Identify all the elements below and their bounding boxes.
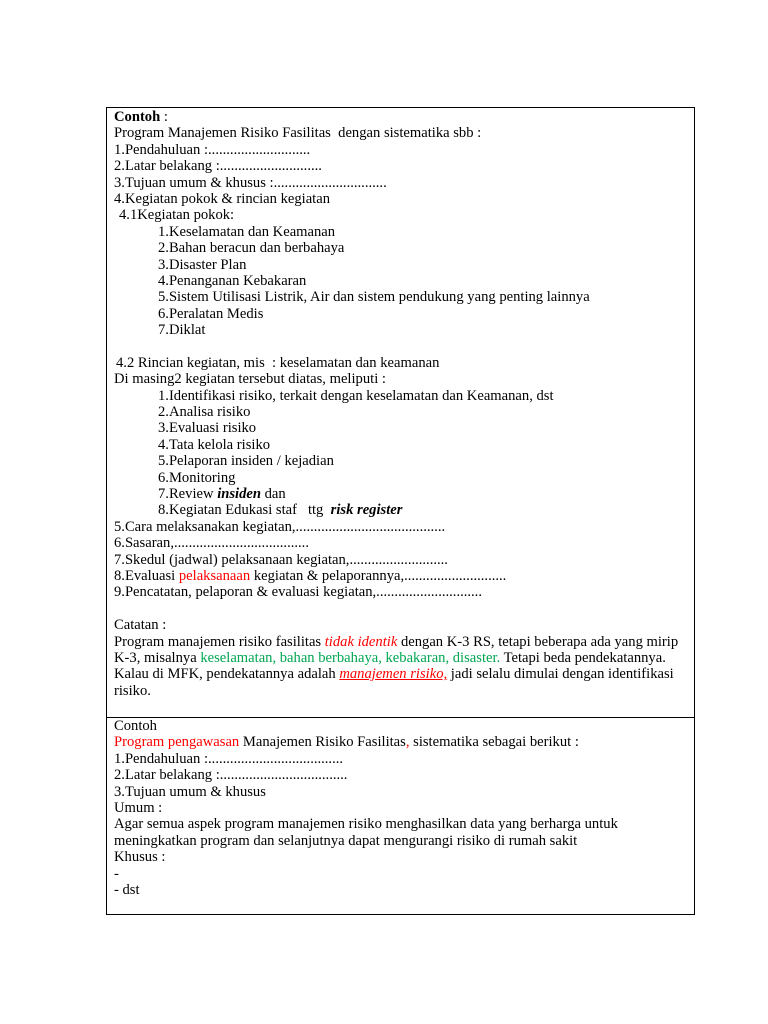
khusus-label: Khusus : — [114, 849, 166, 866]
list-item: 2.Bahan beracun dan berbahaya — [158, 240, 345, 257]
list-item: 2.Analisa risiko — [158, 404, 251, 421]
list-item: 7.Review insiden dan — [158, 485, 286, 502]
intro-line: Program pengawasan Manajemen Risiko Fasilitas, sistematika sebagai berikut : — [114, 734, 579, 751]
umum-label: Umum : — [114, 799, 163, 816]
example-box-1 — [106, 107, 695, 718]
list-item: - dst — [114, 881, 140, 898]
note-paragraph: Program manajemen risiko fasilitas tidak identik dengan K-3 RS, tetapi beberapa ada yang mirip K-3, misalnya keselamatan, bahan berbahaya, kebakaran, disaster. Tetapi beda pendekatannya. Kalau di MFK, pendekatannya adalah manajemen risiko, jadi selalu dimulai dengan identifikasi risiko. — [114, 633, 679, 699]
contoh-heading: Contoh : — [114, 109, 168, 125]
subsection-title: 4.2 Rincian kegiatan, mis : keselamatan dan keamanan — [116, 354, 440, 371]
list-item: 3.Evaluasi risiko — [158, 420, 257, 437]
list-item: 3.Tujuan umum & khusus — [114, 783, 266, 800]
intro-line: Di masing2 kegiatan tersebut diatas, meliputi : — [114, 371, 386, 388]
list-item: 1.Identifikasi risiko, terkait dengan keselamatan dan Keamanan, dst — [158, 387, 554, 404]
list-item: 6.Peralatan Medis — [158, 305, 264, 322]
list-item: 4.Penanganan Kebakaran — [158, 272, 307, 289]
list-item: 8.Evaluasi pelaksanaan kegiatan & pelaporannya,............................ — [114, 567, 507, 584]
list-item: 1.Pendahuluan :............................ — [114, 141, 311, 158]
subsection-title: 4.1Kegiatan pokok: — [119, 207, 235, 224]
list-item: 3.Disaster Plan — [158, 256, 247, 273]
list-item: - — [114, 865, 119, 882]
list-item: 7.Skedul (jadwal) pelaksanaan kegiatan,........................... — [114, 551, 448, 568]
list-item: 3.Tujuan umum & khusus :............................... — [114, 174, 387, 191]
list-item: 8.Kegiatan Edukasi staf ttg risk register — [158, 502, 403, 519]
list-item: 6.Sasaran,..................................... — [114, 535, 309, 552]
list-item: 2.Latar belakang :............................ — [114, 158, 322, 175]
spacer — [114, 338, 694, 354]
list-item: 1.Keselamatan dan Keamanan — [158, 223, 336, 240]
example-box-2 — [106, 717, 695, 915]
list-item: 9.Pencatatan, pelaporan & evaluasi kegiatan,............................. — [114, 584, 482, 601]
list-item: 2.Latar belakang :................................... — [114, 767, 348, 784]
list-item: 5.Pelaporan insiden / kejadian — [158, 453, 334, 470]
intro-line: Program Manajemen Risiko Fasilitas dengan sistematika sbb : — [114, 125, 482, 142]
spacer — [114, 601, 694, 617]
umum-paragraph: Agar semua aspek program manajemen risiko menghasilkan data yang berharga untuk meningkatkan program dan selanjutnya dapat mengurangi risiko di rumah sakit — [114, 816, 618, 849]
list-item: 1.Pendahuluan :..................................... — [114, 750, 344, 767]
list-item: 5.Sistem Utilisasi Listrik, Air dan sistem pendukung yang penting lainnya — [158, 289, 590, 306]
list-item: 7.Diklat — [158, 322, 206, 339]
catatan-label: Catatan : — [114, 617, 167, 634]
list-item: 4.Tata kelola risiko — [158, 436, 271, 453]
list-item: 5.Cara melaksanakan kegiatan,......................................... — [114, 518, 446, 535]
contoh-heading: Contoh — [114, 718, 157, 734]
list-item: 6.Monitoring — [158, 469, 236, 486]
list-item: 4.Kegiatan pokok & rincian kegiatan — [114, 190, 330, 207]
